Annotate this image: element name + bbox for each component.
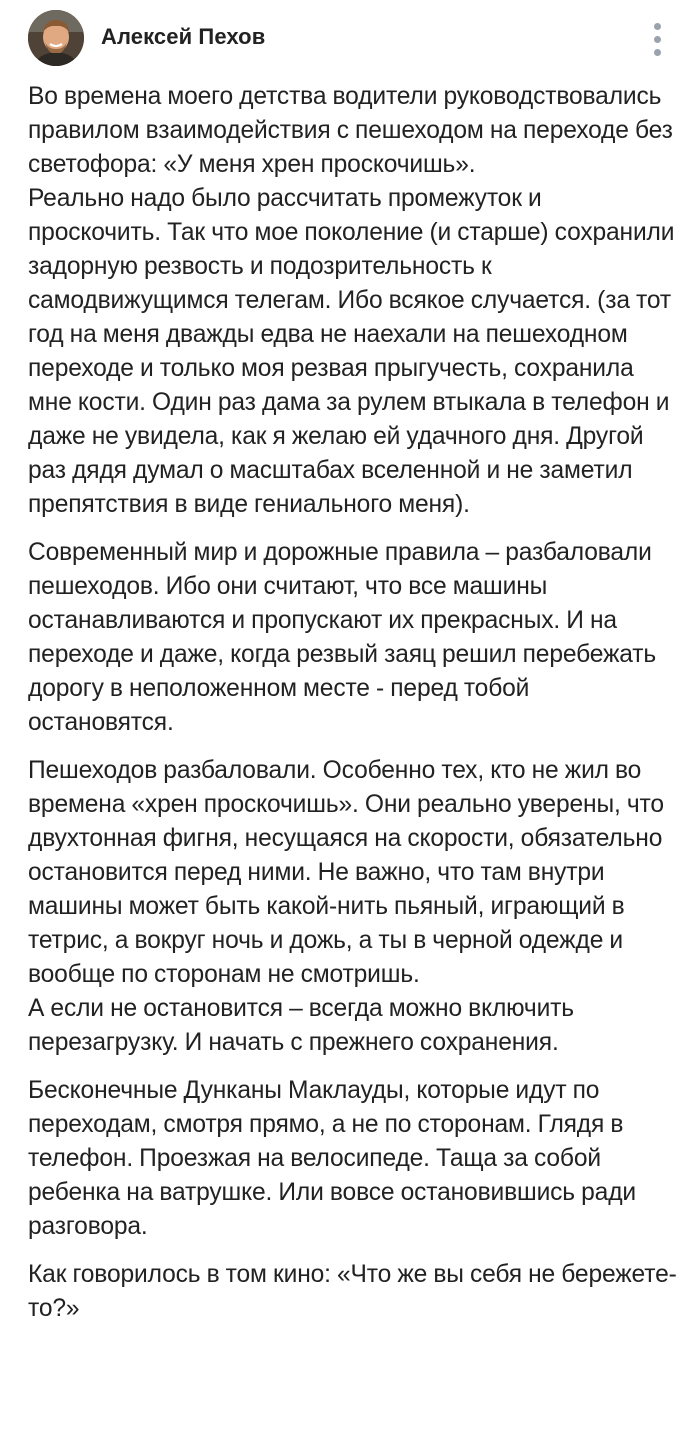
user-photo-avatar-icon: [28, 10, 84, 66]
more-options-button[interactable]: [640, 20, 676, 60]
more-vertical-icon-dot: [654, 49, 661, 56]
author-avatar[interactable]: [28, 10, 84, 66]
post-paragraph: Бесконечные Дунканы Маклауды, которые идут по переходам, смотря прямо, а не по сторонам. Глядя в телефон. Проезжая на велосипеде. Таща за собой ребенка на ватрушке. Или вовсе остановившись ради разговора.: [28, 1077, 636, 1240]
more-vertical-icon: [654, 23, 661, 30]
post-paragraph: Современный мир и дорожные правила – разбаловали пешеходов. Ибо они считают, что все машины останавливаются и пропускают их прекрасных. И на переходе и даже, когда резвый заяц решил перебежать дорогу в неположенном месте - перед тобой остановятся.: [28, 539, 657, 736]
author-name[interactable]: Алексей Пехов: [101, 24, 266, 49]
post-paragraph: Как говорилось в том кино: «Что же вы себя не бережете-то?»: [28, 1261, 677, 1322]
post-paragraph: Во времена моего детства водители руководствовались правилом взаимодействия с пешеходом на переходе без светофора: «У меня хрен проскочишь». Реально надо было рассчитать промежуток и проскочить. Так что мое поколение (и старше) сохранили задорную резвость и подозрительность к самодвижущимся телегам. Ибо всякое случается. (за тот год на меня дважды едва не наехали на пешеходном переходе и только моя резвая прыгучесть, сохранила мне кости. Один раз дама за рулем втыкала в телефон и даже не увидела, как я желаю ей удачного дня. Другой раз дядя думал о масштабах вселенной и не заметил препятствия в виде гениального меня).: [28, 83, 675, 518]
more-vertical-icon-dot: [654, 36, 661, 43]
post-header: [0, 0, 700, 80]
post-paragraph: Пешеходов разбаловали. Особенно тех, кто не жил во времена «хрен проскочишь». Они реально уверены, что двухтонная фигня, несущаяся на скорости, обязательно остановится перед ними. Не важно, что там внутри машины может быть какой-нить пьяный, играющий в тетрис, а вокруг ночь и дожь, а ты в черной одежде и вообще по сторонам не смотришь. А если не остановится – всегда можно включить перезагрузку. И начать с прежнего сохранения.: [28, 757, 664, 1056]
post-text: [28, 80, 678, 1326]
